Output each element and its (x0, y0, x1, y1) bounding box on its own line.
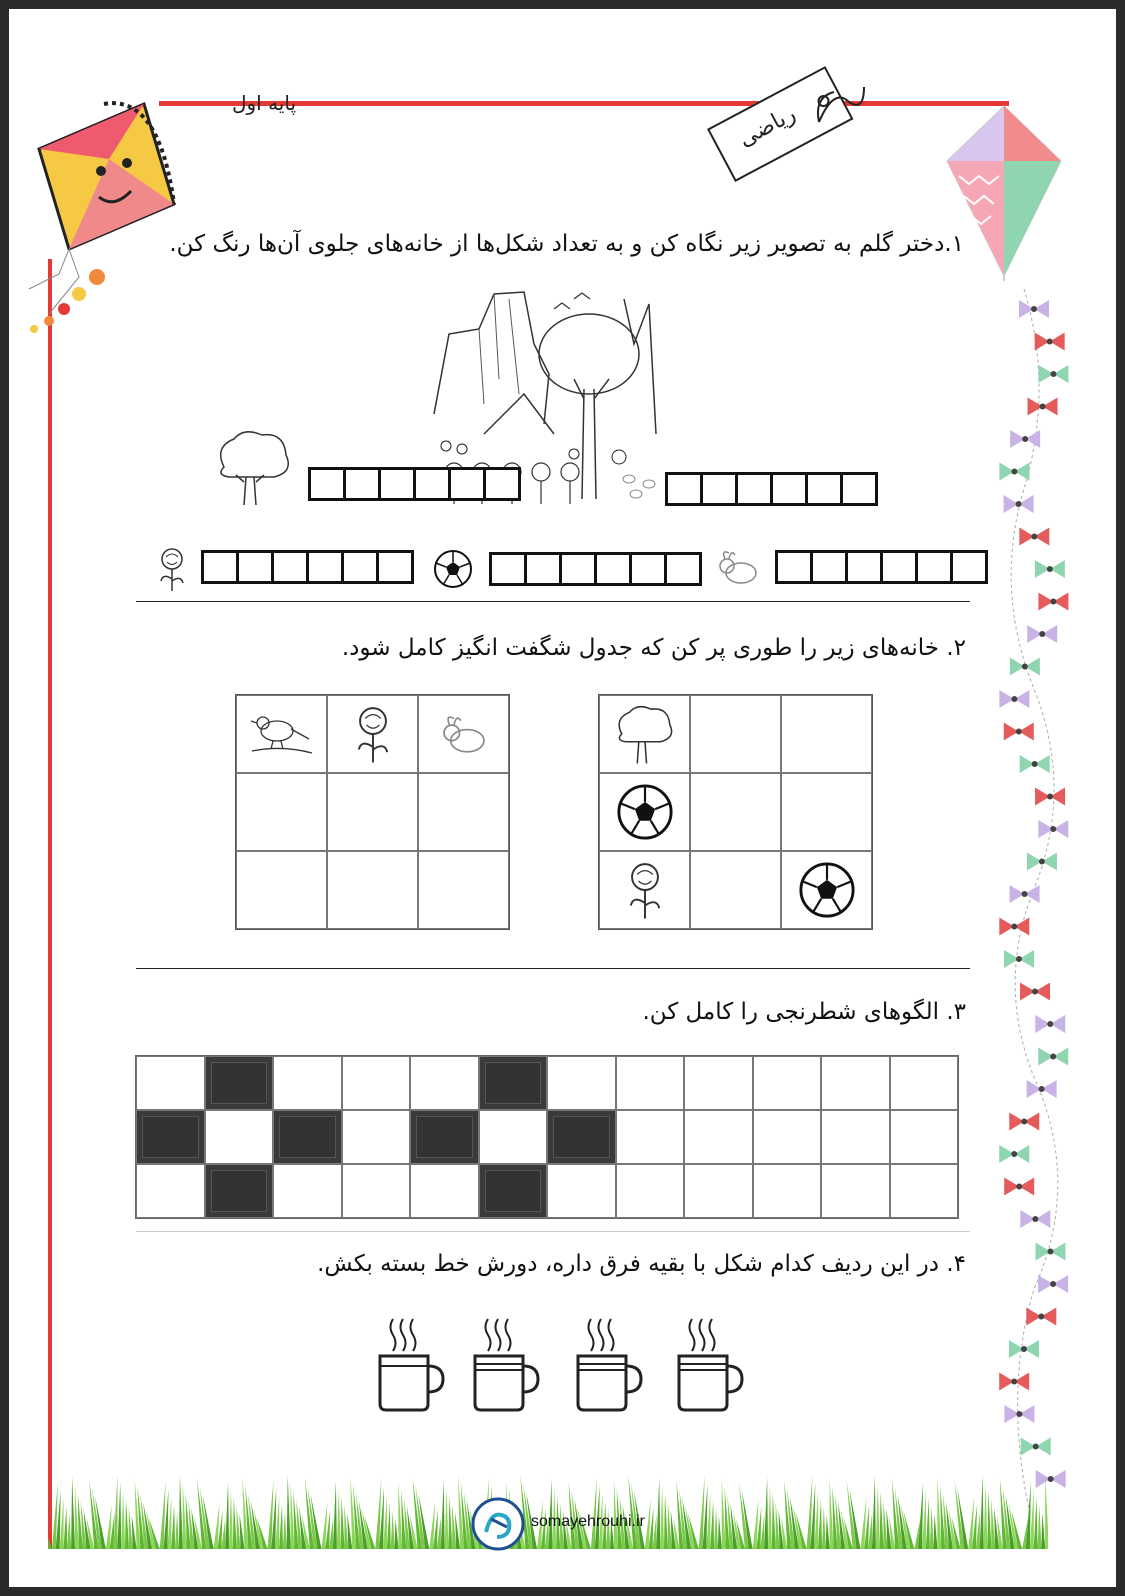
checker-cell-empty[interactable] (616, 1164, 685, 1218)
count-boxes-tree[interactable] (308, 467, 521, 501)
bow-icon (1021, 1438, 1051, 1456)
bow-icon (1020, 1210, 1050, 1228)
grass-blade (448, 1496, 452, 1549)
grass-blade (171, 1505, 175, 1549)
grass-blade (930, 1506, 934, 1549)
table-cell[interactable] (690, 695, 781, 773)
checker-cell-dark[interactable] (136, 1110, 205, 1164)
grass-blade (441, 1480, 445, 1549)
checker-cell-empty[interactable] (547, 1164, 616, 1218)
grass-blade (48, 1519, 52, 1549)
bow-icon (1010, 658, 1040, 676)
grass-blade (1045, 1476, 1048, 1549)
bow-icon (1004, 950, 1034, 968)
rabbit-icon (715, 549, 761, 585)
checker-cell-dark[interactable] (205, 1056, 274, 1110)
checker-cell-empty[interactable] (410, 1056, 479, 1110)
bird-icon (247, 709, 317, 759)
bow-icon (1004, 1178, 1034, 1196)
bow-icon (1019, 528, 1049, 546)
table-cell[interactable] (327, 695, 418, 773)
checker-cell-empty[interactable] (410, 1164, 479, 1218)
question-4-text: ۴. در این ردیف کدام شکل با بقیه فرق داره، دورش خط بسته بکش. (317, 1251, 966, 1277)
grass-blade (395, 1519, 399, 1549)
checker-cell-dark[interactable] (547, 1110, 616, 1164)
grass-blade (880, 1492, 884, 1549)
checker-cell-empty[interactable] (479, 1110, 548, 1164)
bow-icon (1020, 755, 1050, 773)
bow-icon (1004, 1405, 1034, 1423)
checker-cell-dark[interactable] (205, 1164, 274, 1218)
bow-icon (1004, 723, 1034, 741)
bow-icon (999, 690, 1029, 708)
divider-1 (136, 601, 970, 602)
grass-blade (876, 1484, 880, 1549)
checker-cell-dark[interactable] (479, 1056, 548, 1110)
tag-string-icon (809, 77, 869, 127)
checker-cell-empty[interactable] (342, 1110, 411, 1164)
bow-icon (1038, 820, 1068, 838)
table-cell[interactable] (327, 773, 418, 851)
bow-icon (1027, 625, 1057, 643)
bow-icon (1020, 983, 1050, 1001)
grass-blade (387, 1503, 391, 1549)
table-cell[interactable] (418, 851, 509, 929)
soccer-ball-icon (616, 783, 674, 841)
grass-blade (121, 1491, 125, 1549)
grass-blade (714, 1508, 718, 1549)
grass-blade (117, 1483, 121, 1549)
grass-blade (229, 1490, 233, 1549)
checker-cell-empty[interactable] (136, 1164, 205, 1218)
question-3-text: ۳. الگوهای شطرنجی را کامل کن. (642, 999, 966, 1025)
grass-blade (918, 1482, 923, 1549)
grass-blade (337, 1489, 341, 1549)
table-cell[interactable] (781, 773, 872, 851)
checker-cell-empty[interactable] (616, 1110, 685, 1164)
cup-3-icon[interactable] (573, 1314, 643, 1414)
grass-blade (179, 1476, 183, 1549)
worksheet-page (9, 9, 1116, 1587)
bow-icon (1028, 398, 1058, 416)
grass-blade (872, 1476, 876, 1549)
grass-blade (333, 1481, 337, 1549)
checker-cell-empty[interactable] (342, 1164, 411, 1218)
checker-cell-empty[interactable] (753, 1056, 822, 1110)
bow-icon (999, 1145, 1029, 1163)
grass-blade (660, 1486, 664, 1549)
grass-blade (71, 1477, 75, 1549)
checker-cell-dark[interactable] (273, 1110, 342, 1164)
checker-cell-empty[interactable] (342, 1056, 411, 1110)
grass-blade (768, 1485, 772, 1549)
grass-blade (1037, 1505, 1041, 1549)
tree-icon (614, 703, 676, 765)
checker-cell-empty[interactable] (205, 1110, 274, 1164)
grade-label: پایه اول (231, 91, 297, 115)
divider-2 (136, 968, 970, 969)
grass-blade (1034, 1497, 1038, 1549)
bow-icon (1010, 885, 1040, 903)
table-cell[interactable] (690, 773, 781, 851)
bow-icon (1026, 1308, 1056, 1326)
bow-icon (1035, 1015, 1065, 1033)
checker-cell-empty[interactable] (821, 1056, 890, 1110)
magic-table-left (235, 694, 510, 930)
count-boxes-trees-right[interactable] (665, 472, 878, 506)
table-cell[interactable] (690, 851, 781, 929)
rose-icon (155, 547, 189, 591)
bow-icon (1038, 593, 1068, 611)
grass-blade (445, 1488, 449, 1549)
checker-cell-dark[interactable] (479, 1164, 548, 1218)
grass-blade (283, 1512, 287, 1549)
checker-cell-empty[interactable] (136, 1056, 205, 1110)
checker-cell-empty[interactable] (273, 1056, 342, 1110)
table-cell[interactable] (599, 695, 690, 773)
grass-blade (934, 1514, 938, 1549)
checker-cell-empty[interactable] (821, 1110, 890, 1164)
checker-cell-empty[interactable] (821, 1164, 890, 1218)
bow-icon (1038, 365, 1068, 383)
table-cell[interactable] (327, 851, 418, 929)
checker-cell-empty[interactable] (753, 1110, 822, 1164)
cup-1-icon[interactable] (375, 1314, 445, 1414)
frame-left-line (48, 259, 52, 1549)
grass-blade (341, 1497, 345, 1549)
checker-cell-empty[interactable] (890, 1056, 959, 1110)
bow-icon (999, 463, 1029, 481)
grass-blade (980, 1475, 984, 1549)
grass-blade (233, 1498, 237, 1549)
grass-blade (826, 1515, 830, 1549)
grass-blade (225, 1482, 229, 1549)
bow-icon (1019, 300, 1049, 318)
checker-cell-empty[interactable] (684, 1164, 753, 1218)
checker-cell-empty[interactable] (616, 1056, 685, 1110)
grass-blade (772, 1493, 776, 1549)
checker-cell-dark[interactable] (410, 1110, 479, 1164)
table-cell[interactable] (781, 695, 872, 773)
kite-tail-bows (994, 289, 1084, 1509)
question-1-text: ۱.دختر گلم به تصویر زیر نگاه کن و به تعداد شکل‌ها از خانه‌های جلوی آن‌ها رنگ کن. (169, 231, 964, 257)
subject-tag-text: ریاضی (734, 101, 800, 153)
grass-blade (656, 1478, 660, 1549)
table-cell[interactable] (236, 773, 327, 851)
grass-blade (1026, 1481, 1031, 1549)
count-boxes-rabbit[interactable] (775, 550, 988, 584)
grass-blade (710, 1500, 714, 1549)
grass-blade (1041, 1513, 1045, 1549)
grass-blade (984, 1483, 988, 1549)
bow-icon (1035, 1243, 1065, 1261)
grass-blade (125, 1499, 129, 1549)
bow-icon (1009, 1340, 1039, 1358)
checker-cell-empty[interactable] (753, 1164, 822, 1218)
grass-blade (287, 1475, 291, 1549)
divider-3 (136, 1231, 970, 1232)
rose-icon (623, 859, 667, 921)
grass-blade (818, 1499, 822, 1549)
checker-cell-empty[interactable] (273, 1164, 342, 1218)
grass-blade (822, 1507, 826, 1549)
grass-blade (987, 1491, 991, 1549)
grass-blade (764, 1477, 768, 1549)
grass-blade (664, 1494, 668, 1549)
checker-cell-empty[interactable] (890, 1164, 959, 1218)
cup-2-icon[interactable] (470, 1314, 540, 1414)
bow-icon (999, 918, 1029, 936)
table-cell[interactable] (781, 851, 872, 929)
cup-4-icon[interactable] (674, 1314, 744, 1414)
bow-icon (1035, 788, 1065, 806)
grass-blade (279, 1504, 283, 1549)
website-url[interactable]: somayehrouhi.ir (531, 1513, 645, 1530)
checker-cell-empty[interactable] (684, 1056, 753, 1110)
table-cell[interactable] (599, 851, 690, 929)
soccer-ball-icon (433, 549, 473, 589)
checker-cell-empty[interactable] (890, 1110, 959, 1164)
grass-blade (926, 1498, 930, 1549)
bow-icon (1038, 1048, 1068, 1066)
table-cell[interactable] (236, 695, 327, 773)
count-boxes-ball[interactable] (489, 552, 702, 586)
bow-icon (1035, 560, 1065, 578)
bow-icon (999, 1373, 1029, 1391)
grass-decoration (48, 1469, 1048, 1549)
table-cell[interactable] (599, 773, 690, 851)
question-2-text: ۲. خانه‌های زیر را طوری پر کن که جدول شگفت انگیز کامل شود. (341, 635, 966, 661)
table-cell[interactable] (236, 851, 327, 929)
grass-blade (175, 1513, 179, 1549)
bow-icon (1009, 1113, 1039, 1131)
table-cell[interactable] (418, 773, 509, 851)
grass-blade (67, 1514, 71, 1549)
tree-illustration (214, 427, 294, 507)
grass-blade (718, 1516, 722, 1549)
checker-cell-empty[interactable] (684, 1110, 753, 1164)
grass-blade (391, 1511, 395, 1549)
checker-cell-empty[interactable] (547, 1056, 616, 1110)
bow-icon (1038, 1275, 1068, 1293)
grass-blade (63, 1506, 67, 1549)
kite-left-decoration (9, 99, 199, 339)
site-logo-icon (471, 1497, 525, 1551)
bow-icon (1035, 333, 1065, 351)
soccer-ball-icon (798, 861, 856, 919)
rose-icon (351, 703, 395, 765)
count-boxes-rose[interactable] (201, 550, 414, 584)
checker-pattern-grid (135, 1055, 959, 1219)
table-cell[interactable] (418, 695, 509, 773)
rabbit-icon (438, 714, 490, 754)
grass-blade (113, 1475, 117, 1549)
magic-table-right (598, 694, 873, 930)
